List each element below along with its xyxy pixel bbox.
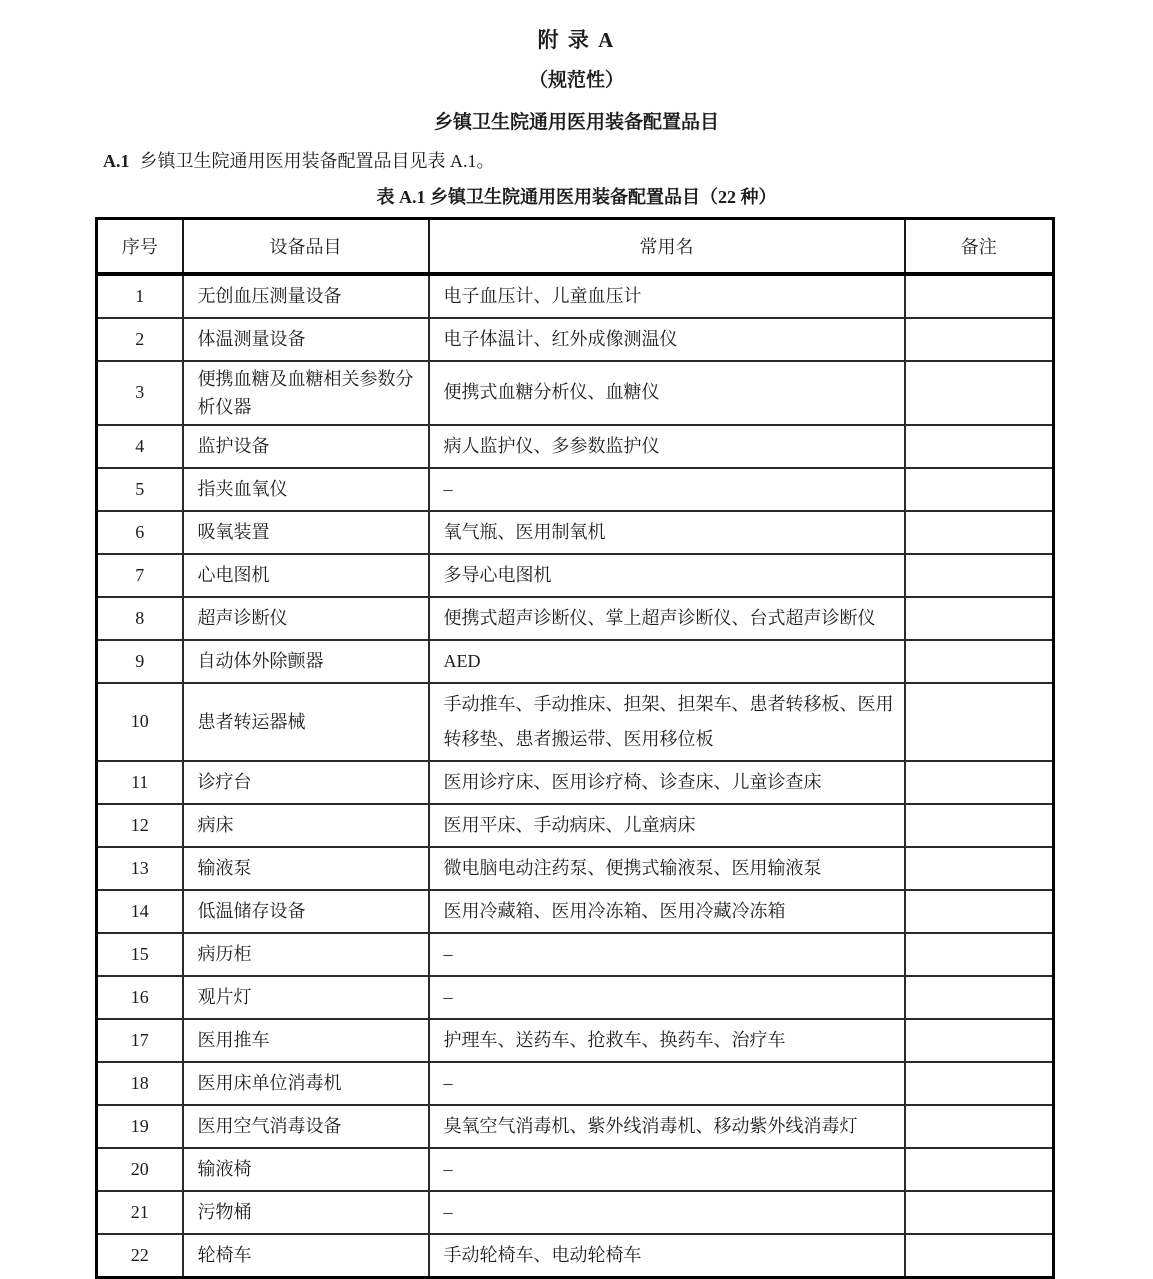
note-cell (905, 1148, 1054, 1191)
appendix-title: 附 录 A (537, 28, 616, 52)
table-row (97, 890, 1054, 933)
common-names-cell: 医用平床、手动病床、儿童病床 (429, 804, 905, 847)
device-name-cell: 指夹血氧仪 (183, 468, 429, 511)
table-row (97, 1234, 1054, 1278)
row-number-cell: 11 (97, 761, 183, 804)
table-row (97, 761, 1054, 804)
note-cell (905, 890, 1054, 933)
device-name-cell: 轮椅车 (183, 1234, 429, 1278)
clause-a1 (0, 147, 1153, 173)
appendix-heading: 乡镇卫生院通用医用装备配置品目 (433, 112, 719, 133)
equipment-table-header (97, 219, 1054, 274)
common-names-cell: 病人监护仪、多参数监护仪 (429, 425, 905, 468)
clause-text: 乡镇卫生院通用医用装备配置品目见表 A.1。 (139, 151, 495, 171)
device-name-cell: 体温测量设备 (183, 318, 429, 361)
device-name-cell: 输液泵 (183, 847, 429, 890)
common-names-cell: 电子体温计、红外成像测温仪 (429, 318, 905, 361)
row-number-cell: 18 (97, 1062, 183, 1105)
row-number-cell: 22 (97, 1234, 183, 1278)
note-cell (905, 1062, 1054, 1105)
table-row (97, 511, 1054, 554)
device-name-cell: 医用床单位消毒机 (183, 1062, 429, 1105)
row-number-cell: 9 (97, 640, 183, 683)
row-number-cell: 14 (97, 890, 183, 933)
common-names-cell: 便携式超声诊断仪、掌上超声诊断仪、台式超声诊断仪 (429, 597, 905, 640)
note-cell (905, 1191, 1054, 1234)
column-header-device: 设备品目 (183, 219, 429, 274)
note-cell (905, 804, 1054, 847)
device-name-cell: 患者转运器械 (183, 683, 429, 761)
common-names-cell: 手动推车、手动推床、担架、担架车、患者转移板、医用转移垫、患者搬运带、医用移位板 (429, 683, 905, 761)
common-names-cell: 手动轮椅车、电动轮椅车 (429, 1234, 905, 1278)
common-names-cell: – (429, 1062, 905, 1105)
column-header-note: 备注 (905, 219, 1054, 274)
note-cell (905, 847, 1054, 890)
appendix-subtitle: （规范性） (528, 70, 624, 91)
table-caption: 表 A.1 乡镇卫生院通用医用装备配置品目（22 种） (376, 187, 777, 207)
note-cell (905, 554, 1054, 597)
device-name-cell: 医用推车 (183, 1019, 429, 1062)
table-row (97, 1148, 1054, 1191)
row-number-cell: 17 (97, 1019, 183, 1062)
note-cell (905, 640, 1054, 683)
note-cell (905, 468, 1054, 511)
device-name-cell: 病床 (183, 804, 429, 847)
note-cell (905, 274, 1054, 318)
table-row (97, 683, 1054, 761)
common-names-cell: 氧气瓶、医用制氧机 (429, 511, 905, 554)
table-row (97, 1062, 1054, 1105)
common-names-cell: 多导心电图机 (429, 554, 905, 597)
note-cell (905, 425, 1054, 468)
common-names-cell: – (429, 468, 905, 511)
device-name-cell: 输液椅 (183, 1148, 429, 1191)
common-names-cell: – (429, 976, 905, 1019)
note-cell (905, 318, 1054, 361)
row-number-cell: 3 (97, 361, 183, 425)
common-names-cell: 医用冷藏箱、医用冷冻箱、医用冷藏冷冻箱 (429, 890, 905, 933)
row-number-cell: 21 (97, 1191, 183, 1234)
equipment-table-body (97, 274, 1054, 1278)
note-cell (905, 683, 1054, 761)
row-number-cell: 6 (97, 511, 183, 554)
common-names-cell: – (429, 933, 905, 976)
clause-label: A.1 (103, 151, 130, 171)
table-row (97, 597, 1054, 640)
table-row (97, 976, 1054, 1019)
table-row (97, 933, 1054, 976)
note-cell (905, 1234, 1054, 1278)
device-name-cell: 低温储存设备 (183, 890, 429, 933)
row-number-cell: 2 (97, 318, 183, 361)
device-name-cell: 污物桶 (183, 1191, 429, 1234)
note-cell (905, 1105, 1054, 1148)
note-cell (905, 761, 1054, 804)
row-number-cell: 8 (97, 597, 183, 640)
row-number-cell: 10 (97, 683, 183, 761)
common-names-cell: 微电脑电动注药泵、便携式输液泵、医用输液泵 (429, 847, 905, 890)
note-cell (905, 976, 1054, 1019)
table-row (97, 804, 1054, 847)
device-name-cell: 超声诊断仪 (183, 597, 429, 640)
table-row (97, 425, 1054, 468)
device-name-cell: 监护设备 (183, 425, 429, 468)
note-cell (905, 511, 1054, 554)
column-header-no: 序号 (97, 219, 183, 274)
note-cell (905, 1019, 1054, 1062)
table-row (97, 554, 1054, 597)
row-number-cell: 20 (97, 1148, 183, 1191)
common-names-cell: – (429, 1148, 905, 1191)
row-number-cell: 5 (97, 468, 183, 511)
row-number-cell: 4 (97, 425, 183, 468)
device-name-cell: 病历柜 (183, 933, 429, 976)
common-names-cell: AED (429, 640, 905, 683)
common-names-cell: 护理车、送药车、抢救车、换药车、治疗车 (429, 1019, 905, 1062)
device-name-cell: 心电图机 (183, 554, 429, 597)
common-names-cell: – (429, 1191, 905, 1234)
table-row (97, 274, 1054, 318)
row-number-cell: 1 (97, 274, 183, 318)
table-row (97, 640, 1054, 683)
note-cell (905, 597, 1054, 640)
column-header-common: 常用名 (429, 219, 905, 274)
device-name-cell: 医用空气消毒设备 (183, 1105, 429, 1148)
note-cell (905, 361, 1054, 425)
table-row (97, 468, 1054, 511)
device-name-cell: 吸氧装置 (183, 511, 429, 554)
device-name-cell: 便携血糖及血糖相关参数分析仪器 (183, 361, 429, 425)
device-name-cell: 诊疗台 (183, 761, 429, 804)
note-cell (905, 933, 1054, 976)
row-number-cell: 16 (97, 976, 183, 1019)
common-names-cell: 电子血压计、儿童血压计 (429, 274, 905, 318)
table-row (97, 361, 1054, 425)
device-name-cell: 观片灯 (183, 976, 429, 1019)
common-names-cell: 便携式血糖分析仪、血糖仪 (429, 361, 905, 425)
table-row (97, 847, 1054, 890)
common-names-cell: 医用诊疗床、医用诊疗椅、诊查床、儿童诊查床 (429, 761, 905, 804)
table-row (97, 1191, 1054, 1234)
equipment-table (95, 217, 1055, 1279)
table-row (97, 318, 1054, 361)
common-names-cell: 臭氧空气消毒机、紫外线消毒机、移动紫外线消毒灯 (429, 1105, 905, 1148)
row-number-cell: 13 (97, 847, 183, 890)
row-number-cell: 15 (97, 933, 183, 976)
row-number-cell: 12 (97, 804, 183, 847)
device-name-cell: 无创血压测量设备 (183, 274, 429, 318)
device-name-cell: 自动体外除颤器 (183, 640, 429, 683)
table-row (97, 1105, 1054, 1148)
table-row (97, 1019, 1054, 1062)
row-number-cell: 19 (97, 1105, 183, 1148)
row-number-cell: 7 (97, 554, 183, 597)
